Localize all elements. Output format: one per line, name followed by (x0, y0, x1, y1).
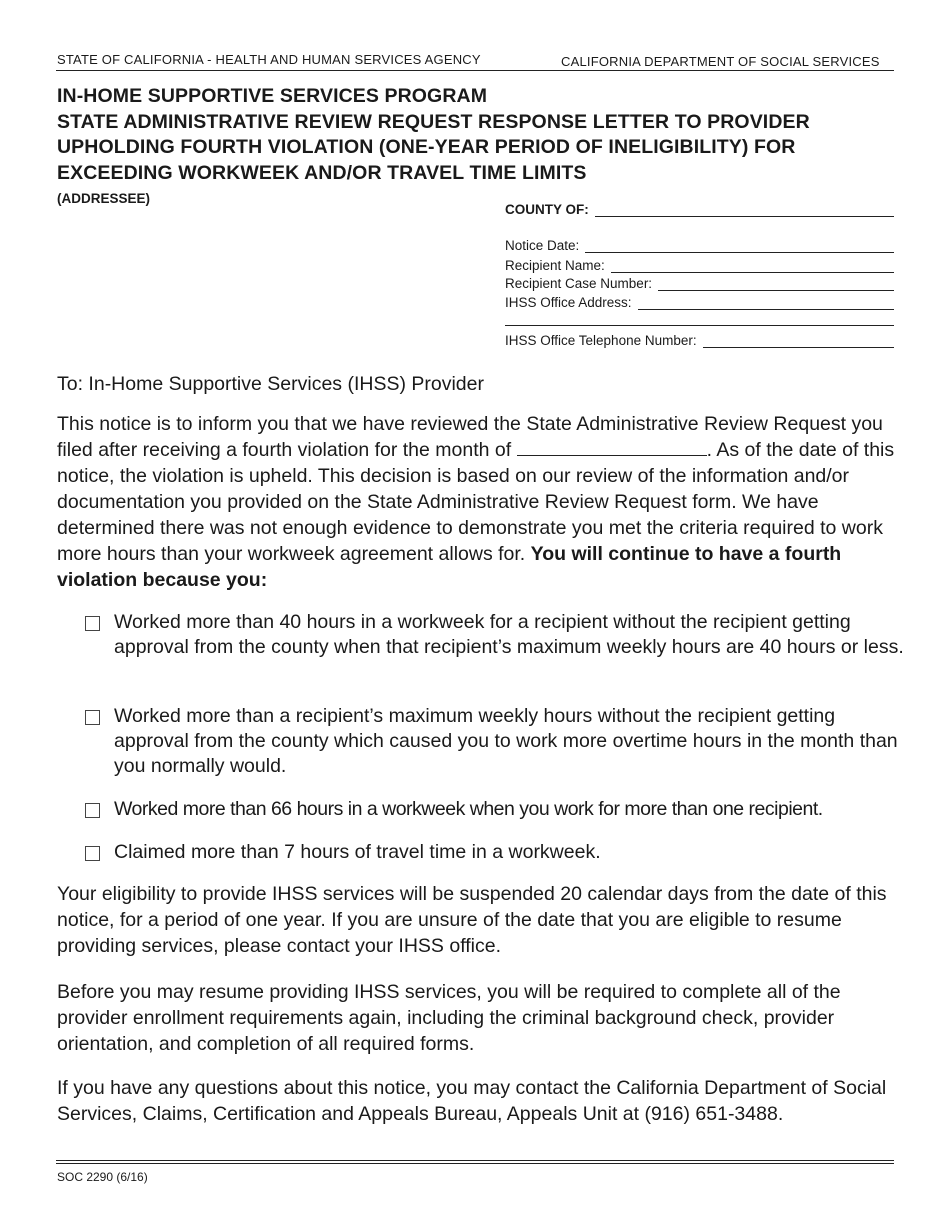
paragraph-1-body: . As of the date of this notice, the violation is upheld. This decision is based on our review of the information and/or documentation you provided on the State Administrative Review Request form. We have determined there was not enough evidence to demonstrate you met the criteria required to work more hours than your workweek agreement allows for. (57, 439, 895, 565)
office-phone-field[interactable] (505, 333, 894, 348)
office-address-input-line[interactable] (638, 299, 894, 310)
recipient-name-field[interactable] (505, 258, 894, 273)
office-phone-input-line[interactable] (703, 337, 894, 348)
violation-option[interactable] (85, 797, 905, 822)
title-line-2: STATE ADMINISTRATIVE REVIEW REQUEST RESPONSE LETTER TO PROVIDER (57, 110, 810, 133)
case-number-input-line[interactable] (658, 280, 894, 291)
office-address-second-line[interactable] (505, 325, 894, 326)
county-input-line[interactable] (595, 206, 894, 217)
checkbox[interactable] (85, 803, 100, 818)
notice-date-field[interactable] (505, 238, 894, 253)
form-title (57, 84, 907, 186)
violation-option-text: Worked more than 66 hours in a workweek when you work for more than one recipient. (114, 798, 823, 820)
footer-divider (56, 1160, 894, 1161)
paragraph-1 (57, 411, 902, 593)
paragraph-1-emphasis: You will continue to have a fourth violation because you: (57, 543, 842, 591)
agency-header: STATE OF CALIFORNIA - HEALTH AND HUMAN SERVICES AGENCY (57, 52, 481, 67)
header-divider (56, 70, 894, 71)
recipient-name-input-line[interactable] (611, 262, 894, 273)
paragraph-3: Before you may resume providing IHSS services, you will be required to complete all of the provider enrollment requirements again, including the criminal background check, provider orientation, and completion of all required forms. (57, 981, 841, 1055)
violation-option-text: Claimed more than 7 hours of travel time in a workweek. (114, 841, 601, 863)
recipient-name-label: Recipient Name: (505, 258, 605, 273)
violation-option-text: Worked more than 40 hours in a workweek for a recipient without the recipient getting approval from the county when that recipient’s maximum weekly hours are 40 hours or less. (114, 611, 904, 658)
title-line-3: UPHOLDING FOURTH VIOLATION (ONE-YEAR PERIOD OF INELIGIBILITY) FOR (57, 136, 796, 158)
title-line-4: EXCEEDING WORKWEEK AND/OR TRAVEL TIME LIMITS (57, 161, 587, 184)
paragraph-4: If you have any questions about this notice, you may contact the California Department of Social Services, Claims, Certification and Appeals Bureau, Appeals Unit at (916) 651-3488. (57, 1077, 887, 1125)
form-number: SOC 2290 (6/16) (57, 1170, 148, 1184)
salutation: To: In-Home Supportive Services (IHSS) Provider (57, 373, 484, 395)
department-header: CALIFORNIA DEPARTMENT OF SOCIAL SERVICES (561, 54, 880, 69)
paragraph-2: Your eligibility to provide IHSS services will be suspended 20 calendar days from the date of this notice, for a period of one year. If you are unsure of the date that you are eligible to resume providing services, please contact your IHSS office. (57, 883, 887, 957)
violation-option[interactable] (85, 704, 905, 779)
case-number-field[interactable] (505, 276, 894, 291)
county-field[interactable] (505, 202, 894, 217)
county-label: COUNTY OF: (505, 202, 589, 217)
checkbox[interactable] (85, 616, 100, 631)
notice-date-input-line[interactable] (585, 242, 894, 253)
violation-option[interactable] (85, 610, 905, 660)
paragraph-1-intro: This notice is to inform you that we have reviewed the State Administrative Review Request you filed after receiving a fourth violation for the month of (57, 413, 883, 461)
checkbox[interactable] (85, 846, 100, 861)
case-number-label: Recipient Case Number: (505, 276, 653, 291)
month-blank[interactable] (517, 437, 707, 456)
office-phone-label: IHSS Office Telephone Number: (505, 333, 697, 348)
violation-option-text: Worked more than a recipient’s maximum weekly hours without the recipient getting approval from the county which caused you to work more overtime hours in the month than you normally would. (114, 705, 898, 777)
violation-option[interactable] (85, 840, 905, 865)
footer-divider (56, 1163, 894, 1164)
office-address-label: IHSS Office Address: (505, 295, 632, 310)
title-line-1: IN-HOME SUPPORTIVE SERVICES PROGRAM (57, 85, 488, 107)
notice-date-label: Notice Date: (505, 238, 580, 253)
office-address-field[interactable] (505, 295, 894, 310)
checkbox[interactable] (85, 710, 100, 725)
addressee-label: (ADDRESSEE) (57, 191, 151, 206)
